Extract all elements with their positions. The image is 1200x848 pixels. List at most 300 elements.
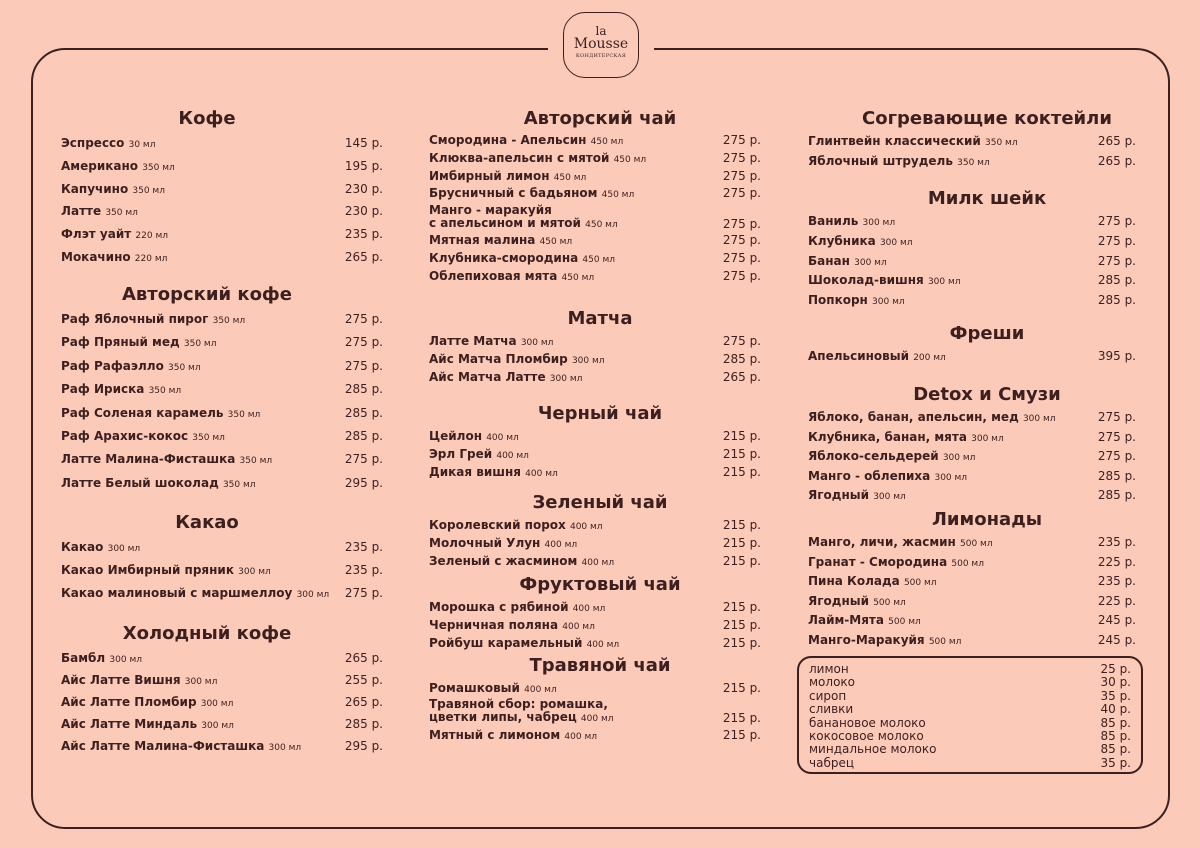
item-name [808, 132, 1018, 154]
menu-item [808, 611, 1136, 631]
item-name [808, 232, 913, 254]
item-price: 275 р. [722, 334, 761, 348]
item-price: 235 р. [344, 563, 383, 577]
item-title: Раф Арахис-кокос [61, 428, 189, 443]
menu-item [429, 552, 761, 570]
section-cold-coffee [61, 623, 383, 757]
addition-row [809, 703, 1131, 716]
item-volume: 300 мл [927, 277, 961, 288]
menu-item [429, 534, 761, 552]
menu-item [808, 533, 1136, 553]
logo-area [548, 10, 654, 80]
menu-item [61, 178, 383, 201]
item-title: Айс Латте Миндаль [61, 717, 198, 731]
item-title: Цейлон [429, 429, 483, 443]
item-price: 295 р. [344, 739, 383, 753]
item-title: Латте Матча [429, 334, 517, 348]
addition-name: чабрец [809, 755, 855, 770]
item-name [429, 332, 553, 352]
section-green-tea [429, 492, 761, 570]
item-price: 285 р. [344, 428, 383, 443]
item-title: Облепиховая мята [429, 268, 558, 283]
item-title: Латте Белый шоколад [61, 475, 219, 490]
item-volume: 350 мл [132, 185, 165, 196]
item-title: Манго, личи, жасмин [808, 535, 956, 549]
item-volume: 200 мл [913, 353, 946, 363]
item-name [61, 308, 245, 333]
item-title: Зеленый с жасмином [429, 554, 578, 568]
item-name [808, 486, 906, 508]
item-volume: 300 мл [549, 374, 583, 384]
menu-item [61, 246, 383, 269]
menu-item [61, 223, 383, 246]
menu-item [429, 250, 761, 268]
item-title: Яблоко, банан, апельсин, мед [808, 410, 1019, 424]
section-title: Кофе [178, 108, 236, 129]
item-name [808, 572, 937, 594]
item-volume: 220 мл [135, 231, 168, 242]
item-volume: 300 мл [934, 472, 968, 483]
item-title: Шоколад-вишня [808, 273, 924, 288]
menu-item [61, 200, 383, 223]
item-title: Латте [61, 204, 102, 219]
section-matcha [429, 308, 761, 386]
item-volume: 400 мл [581, 558, 615, 568]
menu-item [429, 598, 761, 616]
item-name [61, 223, 168, 248]
item-title: Смородина - Апельсин [429, 133, 587, 147]
item-title: Манго - облепиха [808, 468, 931, 483]
section-title: Холодный кофе [122, 623, 292, 644]
menu-item [808, 631, 1136, 651]
menu-item [808, 428, 1136, 448]
item-price: 215 р. [722, 554, 761, 568]
item-price: 215 р. [722, 429, 761, 443]
item-price: 245 р. [1097, 632, 1136, 647]
section-signature-tea [429, 108, 761, 286]
item-volume: 500 мл [951, 558, 984, 569]
menu-items [429, 132, 761, 286]
section-title: Detox и Смузи [913, 384, 1061, 405]
menu-item [61, 355, 383, 378]
item-name [61, 647, 142, 671]
menu-item [429, 634, 761, 652]
item-volume: 350 мл [168, 362, 201, 373]
menu-items [429, 332, 761, 386]
item-name [61, 669, 217, 693]
menu-item [429, 268, 761, 286]
item-title: Имбирный лимон [429, 168, 550, 183]
item-volume: 300 мл [971, 433, 1004, 444]
addition-name: миндальное молоко [809, 742, 937, 757]
item-name [61, 691, 233, 715]
item-price: 275 р. [344, 312, 383, 326]
menu-items [61, 132, 383, 269]
item-title: Молочный Улун [429, 536, 541, 550]
item-title: Лайм-Мята [808, 613, 884, 627]
item-volume: 400 мл [586, 640, 620, 650]
addition-name: лимон [809, 662, 849, 676]
menu-item [61, 155, 383, 178]
item-name [429, 616, 595, 636]
menu-item [429, 168, 761, 186]
menu-item [61, 402, 383, 425]
item-volume: 300 мл [873, 492, 906, 503]
item-volume: 400 мл [544, 540, 578, 550]
item-title: Мятный с лимоном [429, 728, 561, 742]
item-name [429, 204, 618, 232]
section-title: Какао [175, 512, 239, 533]
item-name [61, 582, 329, 607]
item-name [429, 534, 577, 554]
item-title: Дикая вишня [429, 465, 521, 479]
item-price: 275 р. [344, 452, 383, 467]
item-price: 265 р. [1097, 134, 1136, 148]
item-price: 265 р. [344, 651, 383, 665]
addition-price: 35 р. [1100, 688, 1131, 703]
item-price: 215 р. [722, 465, 761, 479]
addition-price: 40 р. [1100, 702, 1131, 717]
item-title: Ягодный [808, 488, 869, 503]
item-volume: 400 мл [569, 522, 603, 532]
section-title: Лимонады [931, 509, 1043, 530]
item-name [429, 698, 614, 726]
item-name [429, 516, 603, 536]
item-title: Брусничный с бадьяном [429, 186, 598, 201]
item-price: 215 р. [722, 681, 761, 695]
item-title: Эспрессо [61, 136, 125, 150]
item-price: 285 р. [1097, 468, 1136, 483]
item-volume: 450 мл [539, 237, 573, 248]
item-name [808, 252, 887, 274]
item-price: 255 р. [344, 673, 383, 687]
item-volume: 450 мл [601, 190, 635, 201]
brand-logo [563, 12, 639, 78]
item-name [61, 331, 216, 356]
logo-line-1: la [595, 24, 607, 38]
menu-item [61, 425, 383, 448]
section-fresh-juices [808, 323, 1136, 366]
menu-item [61, 448, 383, 471]
menu-item [429, 679, 761, 697]
item-title: Мокачино [61, 249, 131, 264]
item-title: Айс Матча Пломбир [429, 352, 568, 366]
section-lemonades [808, 509, 1136, 650]
item-title: Бамбл [61, 651, 106, 665]
item-price: 275 р. [722, 233, 761, 248]
item-name [429, 427, 519, 447]
item-price: 215 р. [722, 711, 761, 725]
item-name [61, 402, 260, 427]
menu-item [808, 467, 1136, 487]
item-price: 215 р. [722, 447, 761, 461]
item-name [429, 598, 605, 618]
item-volume: 300 мл [109, 655, 143, 665]
section-title: Согревающие коктейли [862, 108, 1112, 129]
item-volume: 30 мл [128, 140, 156, 150]
item-volume: 400 мл [525, 469, 558, 479]
menu-item [429, 726, 761, 744]
menu-item [808, 408, 1136, 428]
item-volume: 400 мл [580, 714, 614, 724]
item-title: Американо [61, 158, 139, 173]
menu-item [61, 582, 383, 605]
addition-price: 25 р. [1100, 662, 1131, 676]
menu-item [61, 378, 383, 401]
addition-name: сливки [809, 702, 854, 717]
menu-items [61, 308, 383, 495]
item-price: 275 р. [344, 335, 383, 350]
item-volume: 350 мл [957, 157, 990, 168]
menu-items [808, 132, 1136, 171]
item-title: Раф Рафаэлло [61, 358, 164, 373]
item-name [429, 350, 605, 370]
item-price: 275 р. [722, 217, 761, 232]
item-name [429, 268, 594, 288]
item-title: Латте Малина-Фисташка [61, 452, 236, 467]
item-title: Эрл Грей [429, 447, 493, 461]
item-price: 275 р. [344, 586, 383, 600]
item-volume: 500 мл [903, 578, 937, 588]
item-price: 285 р. [1097, 488, 1136, 503]
item-volume: 450 мл [590, 137, 624, 147]
item-price: 275 р. [722, 268, 761, 283]
item-name [808, 271, 961, 293]
item-volume: 300 мл [296, 590, 330, 600]
menu-item [61, 559, 383, 582]
section-coffee [61, 108, 383, 269]
item-name [61, 200, 138, 225]
item-price: 275 р. [1097, 214, 1136, 228]
menu-item [429, 203, 761, 232]
item-name [61, 735, 301, 759]
item-name [61, 448, 272, 473]
item-title: Раф Ириска [61, 382, 145, 397]
menu-item [61, 536, 383, 559]
item-name [808, 291, 905, 313]
item-name [61, 536, 140, 561]
item-volume: 350 мл [985, 138, 1018, 148]
item-price: 230 р. [344, 181, 383, 196]
item-name [808, 533, 993, 555]
item-volume: 400 мл [486, 433, 519, 443]
item-volume: 350 мл [222, 479, 256, 490]
item-price: 215 р. [722, 728, 761, 742]
item-price: 285 р. [1097, 293, 1136, 308]
item-volume: 450 мл [553, 172, 587, 183]
item-title: Раф Яблочный пирог [61, 312, 209, 326]
logo-line-3: КОНДИТЕРСКАЯ [575, 53, 627, 59]
item-name [429, 368, 582, 388]
item-title: Ройбуш карамельный [429, 636, 583, 650]
menu-item [429, 350, 761, 368]
item-price: 225 р. [1097, 554, 1136, 569]
section-herbal-tea [429, 655, 761, 744]
menu-item [808, 486, 1136, 506]
item-price: 265 р. [344, 249, 383, 264]
addition-name: кокосовое молоко [809, 729, 924, 744]
item-price: 275 р. [1097, 410, 1136, 424]
menu-items [429, 598, 761, 652]
item-name [429, 552, 614, 572]
additions-list [809, 663, 1131, 770]
section-fruit-tea [429, 574, 761, 652]
item-title: Ромашковый [429, 681, 520, 695]
item-title: Капучино [61, 181, 129, 196]
addition-row [809, 743, 1131, 756]
item-price: 275 р. [722, 168, 761, 183]
item-volume: 300 мл [107, 544, 141, 554]
menu-item [429, 445, 761, 463]
item-price: 235 р. [344, 227, 383, 242]
menu-items [808, 408, 1136, 506]
addition-name: банановое молоко [809, 715, 926, 730]
menu-items [61, 536, 383, 605]
item-volume: 500 мл [873, 597, 906, 608]
item-price: 275 р. [722, 186, 761, 201]
item-volume: 300 мл [872, 297, 905, 308]
item-title: Королевский порох [429, 518, 566, 532]
item-price: 275 р. [1097, 253, 1136, 268]
item-volume: 220 мл [134, 253, 168, 264]
section-title: Авторский кофе [121, 284, 293, 305]
menu-item [61, 691, 383, 713]
section-title: Фреши [949, 323, 1025, 344]
item-price: 245 р. [1097, 613, 1136, 627]
item-name [429, 634, 619, 654]
item-price: 195 р. [344, 158, 383, 173]
item-title: Какао малиновый с маршмеллоу [61, 586, 293, 600]
addition-row [809, 676, 1131, 689]
menu-item [429, 463, 761, 481]
menu-item [808, 572, 1136, 592]
item-price: 275 р. [722, 133, 761, 147]
item-price: 275 р. [722, 250, 761, 265]
item-name [61, 355, 201, 380]
addition-row [809, 757, 1131, 770]
item-name [808, 408, 1056, 430]
item-name [429, 463, 558, 483]
item-volume: 300 мл [184, 677, 218, 687]
section-title: Авторский чай [523, 108, 677, 129]
menu-item [61, 713, 383, 735]
item-title: Черничная поляна [429, 618, 559, 632]
item-name [808, 611, 921, 633]
item-volume: 450 мл [582, 254, 615, 265]
item-title: Какао Имбирный пряник [61, 563, 234, 577]
item-volume: 300 мл [879, 237, 913, 248]
item-volume: 350 мл [239, 456, 273, 467]
addition-name: молоко [809, 675, 855, 690]
item-volume: 500 мл [888, 617, 921, 627]
item-volume: 400 мл [562, 622, 595, 632]
item-volume: 300 мл [862, 218, 896, 228]
item-price: 235 р. [1097, 574, 1136, 588]
item-price: 145 р. [344, 136, 383, 150]
section-warming-cocktails [808, 108, 1136, 171]
item-price: 275 р. [344, 358, 383, 373]
logo-line-2: Mousse [573, 36, 629, 52]
item-price: 275 р. [1097, 449, 1136, 464]
section-title: Фруктовый чай [519, 574, 681, 595]
item-price: 275 р. [1097, 233, 1136, 248]
section-title: Матча [567, 308, 633, 329]
addition-price: 85 р. [1100, 742, 1131, 757]
item-title: Клюква-апельсин с мятой [429, 150, 610, 165]
item-price: 215 р. [722, 518, 761, 532]
item-volume: 450 мл [585, 220, 618, 231]
item-title: Яблоко-сельдерей [808, 449, 939, 464]
item-volume: 350 мл [212, 316, 246, 326]
item-price: 285 р. [344, 717, 383, 731]
item-name [61, 559, 271, 584]
item-name [808, 467, 967, 489]
item-title: Морошка с рябиной [429, 600, 569, 614]
item-name [808, 428, 1004, 450]
item-name [61, 378, 181, 403]
menu-item [429, 132, 761, 150]
item-title: Глинтвейн классический [808, 134, 981, 148]
addition-row [809, 690, 1131, 703]
item-volume: 300 мл [520, 338, 554, 348]
item-name [61, 246, 167, 271]
section-black-tea [429, 403, 761, 481]
item-title: Гранат - Смородина [808, 554, 948, 569]
item-title: Манго-Маракуйя [808, 632, 925, 647]
menu-item [429, 427, 761, 445]
menu-item [808, 152, 1136, 172]
item-name [808, 212, 895, 234]
item-volume: 300 мл [571, 356, 605, 366]
item-name [429, 679, 557, 699]
item-name [808, 631, 961, 653]
item-title: Какао [61, 540, 104, 554]
menu-item [808, 271, 1136, 291]
item-volume: 350 мл [105, 208, 138, 219]
item-volume: 300 мл [268, 743, 302, 753]
item-price: 265 р. [1097, 153, 1136, 168]
section-title: Травяной чай [529, 655, 671, 676]
item-price: 285 р. [344, 405, 383, 420]
menu-items [808, 347, 1136, 366]
menu-item [808, 553, 1136, 573]
item-name [808, 347, 946, 368]
menu-items [429, 516, 761, 570]
menu-item [429, 150, 761, 168]
item-volume: 400 мл [572, 604, 606, 614]
menu-item [429, 185, 761, 203]
item-volume: 300 мл [854, 257, 887, 268]
menu-items [808, 533, 1136, 650]
item-title: Клубника [808, 233, 876, 248]
menu-item [808, 232, 1136, 252]
addition-row [809, 730, 1131, 743]
item-name [61, 155, 175, 180]
section-title: Зеленый чай [532, 492, 668, 513]
item-title: Попкорн [808, 293, 868, 308]
item-price: 265 р. [722, 370, 761, 384]
item-name [61, 178, 165, 203]
menu-item [429, 516, 761, 534]
item-name [808, 553, 984, 575]
addition-price: 30 р. [1100, 675, 1131, 690]
menu-item [61, 132, 383, 155]
item-volume: 350 мл [148, 386, 182, 397]
menu-item [429, 697, 761, 726]
item-title: Пина Колада [808, 574, 900, 588]
section-title: Черный чай [537, 403, 663, 424]
item-volume: 400 мл [524, 685, 557, 695]
